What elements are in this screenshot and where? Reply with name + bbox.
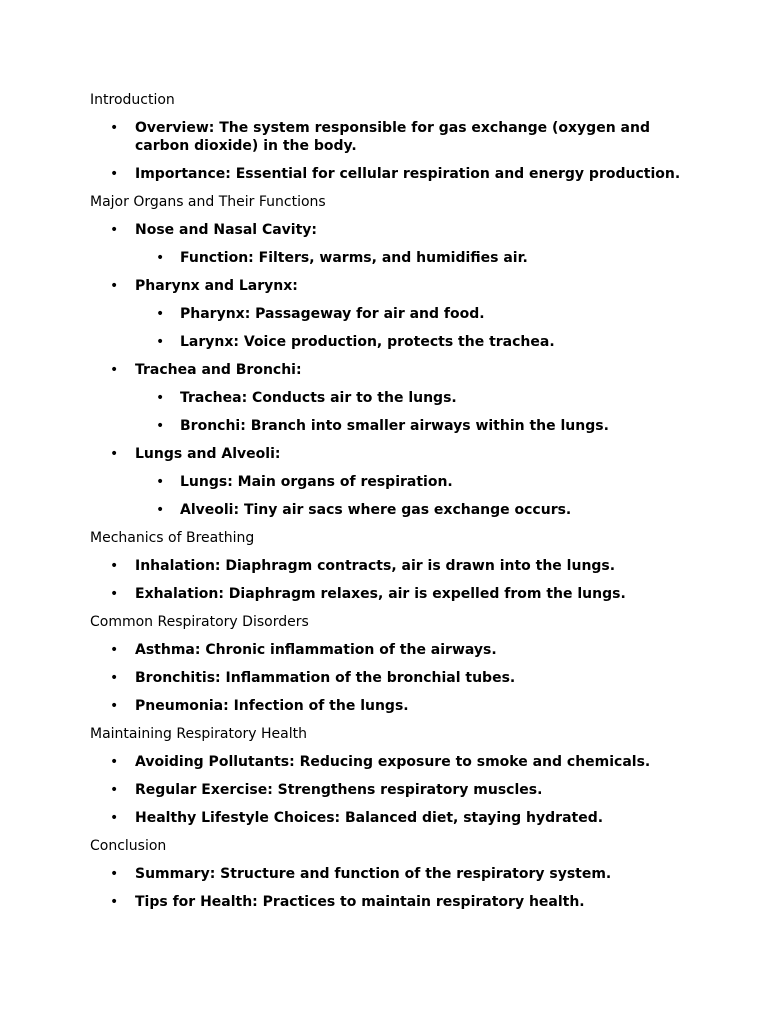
sub-list-item bbox=[90, 305, 690, 323]
list-item bbox=[90, 641, 690, 659]
list-item bbox=[90, 669, 690, 687]
bullet-icon: • bbox=[110, 278, 119, 294]
list-item bbox=[90, 697, 690, 715]
bullet-icon: • bbox=[156, 306, 165, 322]
list-item-text: Inhalation: Diaphragm contracts, air is drawn into the lungs. bbox=[135, 558, 616, 574]
section-heading: Conclusion bbox=[90, 838, 167, 854]
list-item-text: Nose and Nasal Cavity: bbox=[135, 222, 318, 238]
list-item-text: Pneumonia: Infection of the lungs. bbox=[135, 698, 409, 714]
bullet-icon: • bbox=[110, 558, 119, 574]
list-item bbox=[90, 445, 690, 519]
sub-list-item-text: Larynx: Voice production, protects the trachea. bbox=[180, 334, 555, 350]
list-item bbox=[90, 781, 690, 799]
sub-bullet-list bbox=[90, 249, 690, 267]
list-item bbox=[90, 753, 690, 771]
sub-list-item bbox=[90, 249, 690, 267]
section-heading: Mechanics of Breathing bbox=[90, 530, 255, 546]
bullet-icon: • bbox=[156, 250, 165, 266]
list-item-text: Regular Exercise: Strengthens respiratory muscles. bbox=[135, 782, 543, 798]
list-item bbox=[90, 361, 690, 435]
bullet-icon: • bbox=[110, 866, 119, 882]
sub-list-item bbox=[90, 473, 690, 491]
list-item bbox=[90, 557, 690, 575]
list-item bbox=[90, 893, 690, 911]
bullet-icon: • bbox=[110, 642, 119, 658]
sub-list-item-text: Bronchi: Branch into smaller airways within the lungs. bbox=[180, 418, 609, 434]
list-item-text: Tips for Health: Practices to maintain respiratory health. bbox=[135, 894, 585, 910]
list-item bbox=[90, 585, 690, 603]
bullet-icon: • bbox=[156, 390, 165, 406]
list-item-text: Bronchitis: Inflammation of the bronchial tubes. bbox=[135, 670, 516, 686]
sub-list-item bbox=[90, 389, 690, 407]
sub-list-item bbox=[90, 501, 690, 519]
bullet-icon: • bbox=[156, 418, 165, 434]
bullet-list bbox=[90, 865, 690, 911]
section-heading: Common Respiratory Disorders bbox=[90, 614, 309, 630]
list-item-text: Trachea and Bronchi: bbox=[135, 362, 302, 378]
section-heading: Maintaining Respiratory Health bbox=[90, 726, 307, 742]
bullet-icon: • bbox=[110, 670, 119, 686]
list-item-text: Asthma: Chronic inflammation of the airways. bbox=[135, 642, 497, 658]
list-item-text: Summary: Structure and function of the respiratory system. bbox=[135, 866, 612, 882]
list-item-text: Overview: The system responsible for gas exchange (oxygen and carbon dioxide) in the body. bbox=[135, 120, 650, 154]
sub-list-item-text: Pharynx: Passageway for air and food. bbox=[180, 306, 485, 322]
list-item bbox=[90, 809, 690, 827]
list-item-text: Lungs and Alveoli: bbox=[135, 446, 281, 462]
list-item-text: Importance: Essential for cellular respiration and energy production. bbox=[135, 166, 681, 182]
sub-list-item-text: Function: Filters, warms, and humidifies air. bbox=[180, 250, 528, 266]
bullet-icon: • bbox=[110, 754, 119, 770]
bullet-list bbox=[90, 557, 690, 603]
bullet-icon: • bbox=[110, 446, 119, 462]
bullet-list bbox=[90, 119, 690, 183]
list-item bbox=[90, 165, 690, 183]
bullet-icon: • bbox=[110, 166, 119, 182]
sub-list-item-text: Alveoli: Tiny air sacs where gas exchange occurs. bbox=[180, 502, 572, 518]
list-item bbox=[90, 865, 690, 883]
bullet-list bbox=[90, 641, 690, 715]
list-item-text: Pharynx and Larynx: bbox=[135, 278, 298, 294]
bullet-list bbox=[90, 753, 690, 827]
sub-list-item-text: Lungs: Main organs of respiration. bbox=[180, 474, 453, 490]
bullet-icon: • bbox=[110, 586, 119, 602]
sub-list-item-text: Trachea: Conducts air to the lungs. bbox=[180, 390, 457, 406]
list-item bbox=[90, 221, 690, 267]
sub-bullet-list bbox=[90, 305, 690, 351]
bullet-icon: • bbox=[110, 782, 119, 798]
section-heading: Major Organs and Their Functions bbox=[90, 194, 326, 210]
sub-list-item bbox=[90, 333, 690, 351]
bullet-icon: • bbox=[110, 362, 119, 378]
document-body bbox=[90, 91, 690, 921]
sub-list-item bbox=[90, 417, 690, 435]
list-item-text: Healthy Lifestyle Choices: Balanced diet, staying hydrated. bbox=[135, 810, 604, 826]
bullet-icon: • bbox=[156, 502, 165, 518]
bullet-icon: • bbox=[110, 698, 119, 714]
bullet-icon: • bbox=[110, 222, 119, 238]
bullet-icon: • bbox=[110, 894, 119, 910]
list-item-text: Exhalation: Diaphragm relaxes, air is expelled from the lungs. bbox=[135, 586, 626, 602]
list-item bbox=[90, 277, 690, 351]
list-item-text: Avoiding Pollutants: Reducing exposure to smoke and chemicals. bbox=[135, 754, 651, 770]
bullet-list bbox=[90, 221, 690, 519]
sub-bullet-list bbox=[90, 389, 690, 435]
list-item bbox=[90, 119, 690, 155]
bullet-icon: • bbox=[110, 810, 119, 826]
sub-bullet-list bbox=[90, 473, 690, 519]
bullet-icon: • bbox=[110, 120, 119, 136]
bullet-icon: • bbox=[156, 474, 165, 490]
bullet-icon: • bbox=[156, 334, 165, 350]
section-heading: Introduction bbox=[90, 92, 175, 108]
